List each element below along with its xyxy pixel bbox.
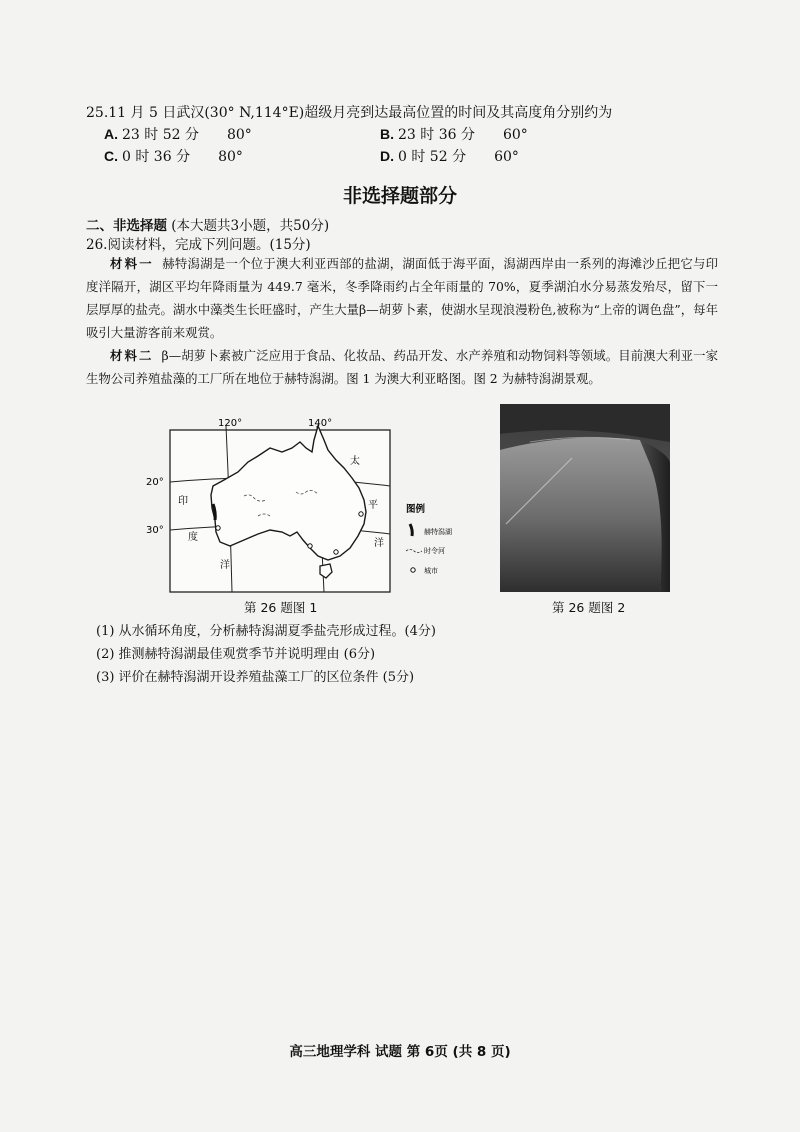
option-d: D. 0 时 52 分 60° xyxy=(380,148,519,165)
figure-1-caption: 第 26 题图 1 xyxy=(244,600,318,615)
legend-river-label: 时令河 xyxy=(424,547,445,555)
city-dot xyxy=(216,526,220,530)
pacific-ocean-char-2: 平 xyxy=(368,500,378,511)
page-footer: 高三地理学科 试题 第 6页 (共 8 页) xyxy=(289,1044,511,1060)
photo-lake-surface xyxy=(500,438,662,592)
subquestion-2: (2) 推测赫特潟湖最佳观赏季节并说明理由 (6分) xyxy=(96,647,376,662)
lon-label-120: 120° xyxy=(218,418,243,429)
legend-city-symbol xyxy=(411,568,415,572)
lat-label-20: 20° xyxy=(146,477,164,488)
subquestion-3: (3) 评价在赫特潟湖开设养殖盐藻工厂的区位条件 (5分) xyxy=(96,670,415,685)
hutt-lagoon-photo xyxy=(500,404,670,592)
question-25-stem: 25.11 月 5 日武汉(30° N,114°E)超级月亮到达最高位置的时间及其高度角分别约为 xyxy=(86,105,613,121)
legend-city-label: 城市 xyxy=(424,567,438,575)
pacific-ocean-char-3: 洋 xyxy=(374,538,384,549)
option-b: B. 23 时 36 分 60° xyxy=(380,126,528,143)
city-dot xyxy=(359,512,363,516)
part-two-heading: 二、非选择题 (本大题共3小题，共50分) xyxy=(86,218,330,234)
indian-ocean-char-2: 度 xyxy=(188,532,198,543)
legend-river-symbol xyxy=(406,550,422,553)
lat-label-30: 30° xyxy=(146,525,164,536)
option-a: A. 23 时 52 分 80° xyxy=(104,126,252,143)
subquestion-1: (1) 从水循环角度，分析赫特潟湖夏季盐壳形成过程。(4分) xyxy=(96,624,436,639)
question-26-stem: 26.阅读材料，完成下列问题。(15分) xyxy=(86,237,311,253)
material-two: 材料二 β—胡萝卜素被广泛应用于食品、化妆品、药品开发、水产养殖和动物饲料等领域。目前澳大利亚一家生物公司养殖盐藻的工厂所在地位于赫特潟湖。图 1 为澳大利亚略图。图 2 为赫特潟湖景观。 xyxy=(86,348,718,386)
option-c: C. 0 时 36 分 80° xyxy=(104,148,243,165)
indian-ocean-char-3: 洋 xyxy=(220,560,230,571)
indian-ocean-char-1: 印 xyxy=(178,496,188,507)
lon-label-140: 140° xyxy=(308,418,333,429)
legend-lagoon-label: 赫特潟湖 xyxy=(424,528,452,536)
material-one: 材料一 赫特潟湖是一个位于澳大利亚西部的盐湖，湖面低于海平面，潟湖西岸由一系列的海滩沙丘把它与印度洋隔开，湖区平均年降雨量为 449.7 毫米，冬季降雨约占全年雨量的 70%，夏季湖泊水分易蒸发殆尽，留下一层厚厚的盐壳。湖水中藻类生长旺盛时，产生大量β—胡萝卜素，使湖水呈现浪漫粉色,被称为“上帝的调色盘”，每年吸引大量游客前来观赏。 xyxy=(86,256,718,340)
australia-map xyxy=(140,412,470,597)
city-dot xyxy=(334,550,338,554)
figure-2-caption: 第 26 题图 2 xyxy=(552,600,626,615)
city-dot xyxy=(308,544,312,548)
legend-title: 图例 xyxy=(406,504,426,515)
pacific-ocean-char-1: 太 xyxy=(350,456,360,467)
section-title: 非选择题部分 xyxy=(342,185,457,207)
legend-lagoon-symbol xyxy=(410,524,412,536)
